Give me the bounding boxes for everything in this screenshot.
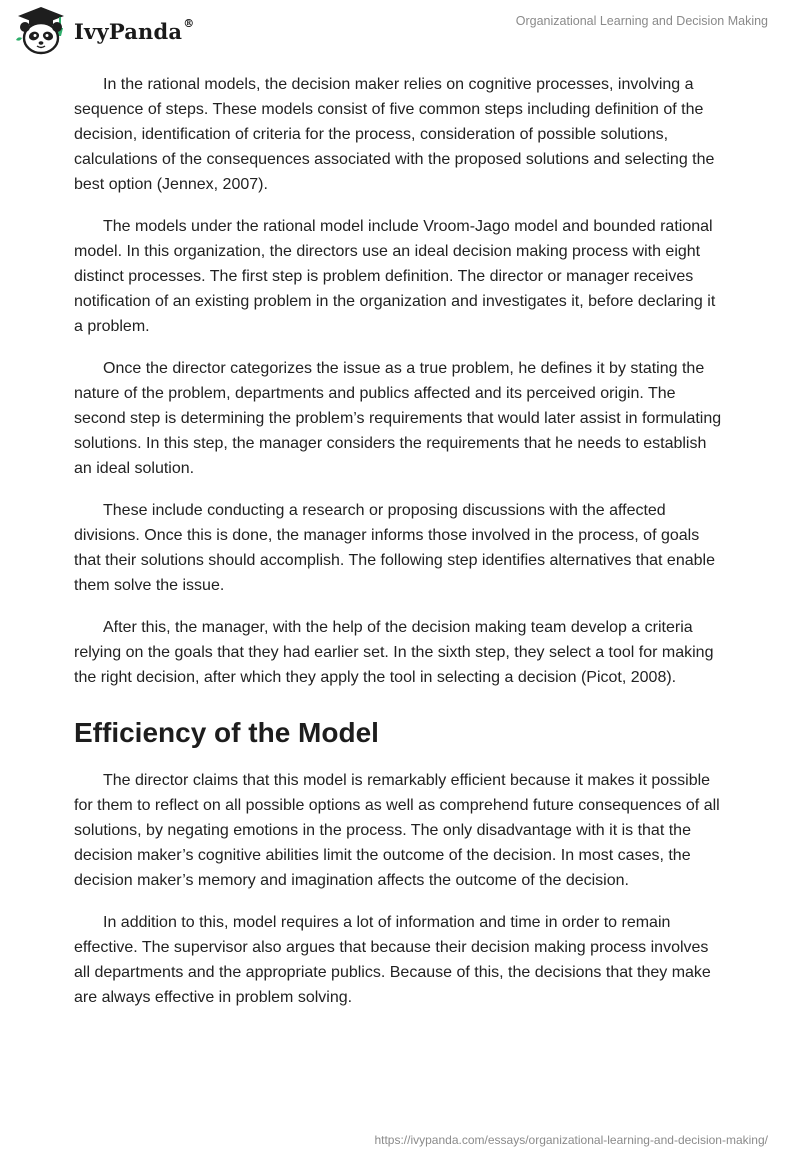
source-url[interactable]: https://ivypanda.com/essays/organizational-learning-and-decision-making/ (374, 1133, 768, 1147)
paragraph: In the rational models, the decision maker relies on cognitive processes, involving a sequence of steps. These models consist of five common steps including definition of the decision, identification of criteria for the process, consideration of possible solutions, calculations of the consequences associated with the proposed solutions and selecting the best option (Jennex, 2007). (74, 76, 715, 193)
page-header (0, 0, 800, 66)
document-title: Organizational Learning and Decision Making (515, 14, 768, 28)
paragraph: Once the director categorizes the issue as a true problem, he defines it by stating the nature of the problem, departments and publics affected and its perceived origin. The second step is determining the problem’s requirements that would later assist in formulating solutions. In this step, the manager considers the requirements that he needs to establish an ideal solution. (74, 360, 722, 477)
paragraph: After this, the manager, with the help of the decision making team develop a criteria relying on the goals that they had earlier set. In the sixth step, they select a tool for making the right decision, after which they apply the tool in selecting a decision (Picot, 2008). (74, 619, 714, 686)
section-heading: Efficiency of the Model (74, 717, 379, 748)
paragraph: In addition to this, model requires a lot of information and time in order to remain effective. The supervisor also argues that because their decision making process involves all departments and the appropriate publics. Because of this, the decisions that they make are always effective in problem solving. (74, 914, 711, 1006)
brand-name: IvyPanda® (74, 16, 195, 44)
brand-logo[interactable] (14, 6, 194, 56)
paragraph: These include conducting a research or proposing discussions with the affected divisions. Once this is done, the manager informs those involved in the process, of goals that their solutions should accomplish. The following step identifies alternatives that enable them solve the issue. (74, 502, 715, 594)
panda-graduate-icon (14, 6, 68, 56)
essay-body (74, 72, 726, 1027)
paragraph: The models under the rational model include Vroom-Jago model and bounded rational model. In this organization, the directors use an ideal decision making process with eight distinct processes. The first step is problem definition. The director or manager receives notification of an existing problem in the organization and investigates it, before declaring it a problem. (74, 218, 716, 335)
paragraph: The director claims that this model is remarkably efficient because it makes it possible for them to reflect on all possible options as well as comprehend future consequences of all solutions, by negating emotions in the process. The only disadvantage with it is that the decision maker’s cognitive abilities limit the outcome of the decision. In most cases, the decision maker’s memory and imagination affects the outcome of the decision. (74, 772, 720, 889)
